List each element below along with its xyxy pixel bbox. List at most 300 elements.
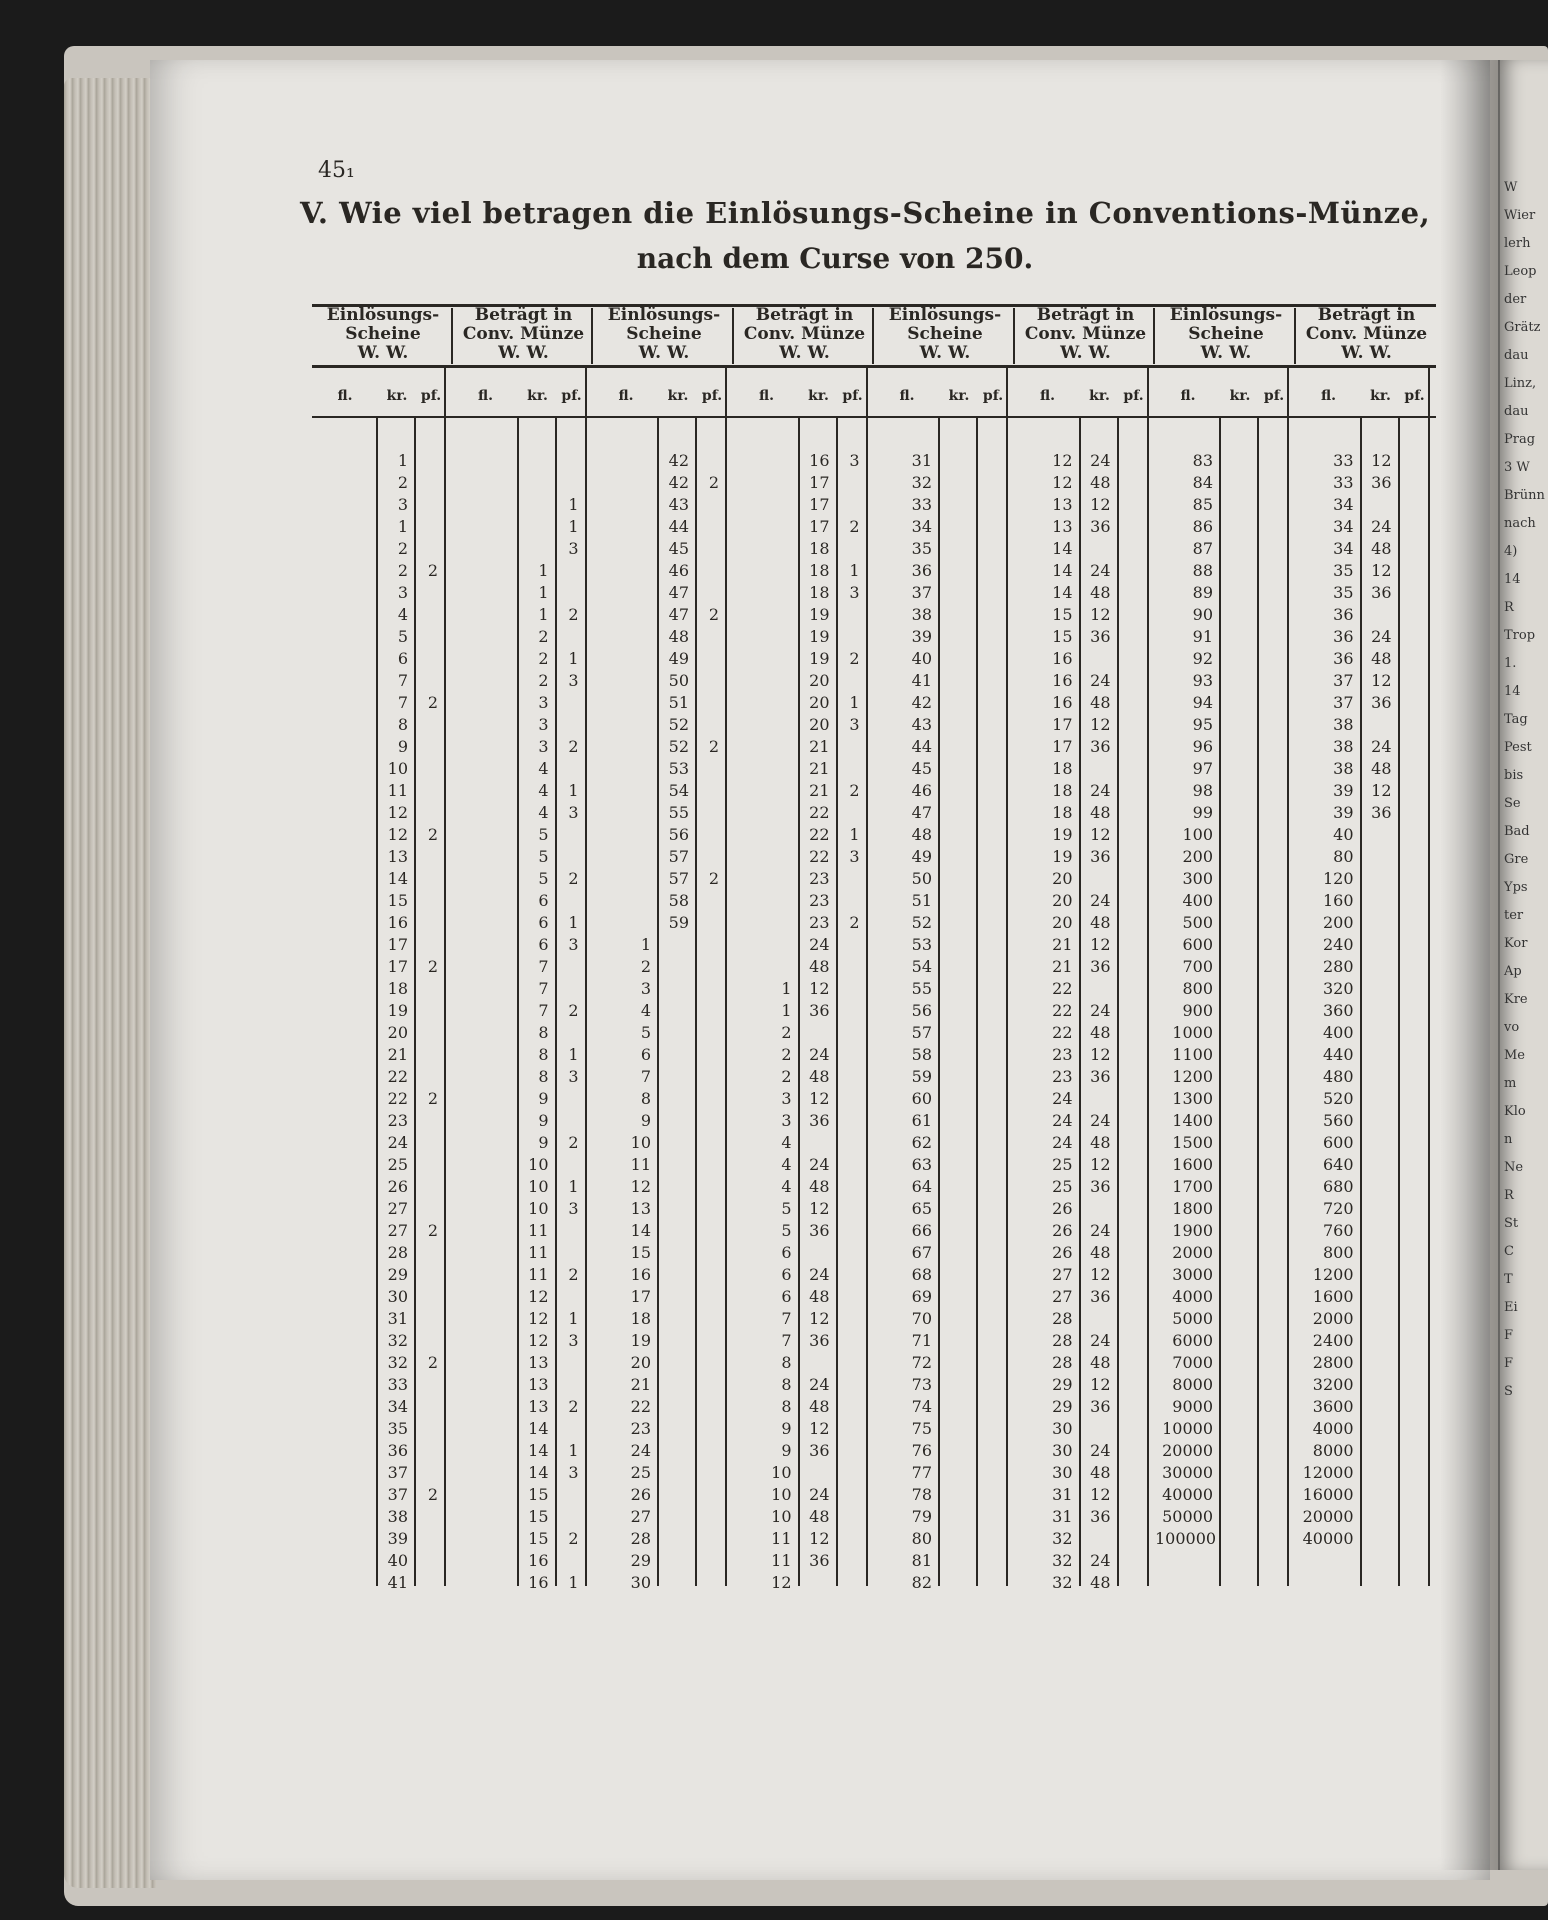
table-cell bbox=[593, 846, 651, 868]
table-cell bbox=[659, 1110, 689, 1132]
table-cell: 15 bbox=[1052, 627, 1073, 646]
table-cell bbox=[416, 1110, 438, 1132]
table-cell bbox=[312, 1132, 370, 1154]
table-cell bbox=[1362, 1374, 1392, 1396]
table-cell bbox=[697, 1242, 719, 1264]
table-cell bbox=[697, 1396, 719, 1418]
table-cell: 11 bbox=[630, 1155, 651, 1174]
table-cell: 40000 bbox=[1302, 1529, 1354, 1548]
table-cell bbox=[312, 582, 370, 604]
table-cell bbox=[838, 604, 860, 626]
table-cell bbox=[697, 978, 719, 1000]
table-cell bbox=[838, 1044, 860, 1066]
header-line: W. W. bbox=[1200, 343, 1252, 363]
table-cell bbox=[312, 934, 370, 956]
table-cell bbox=[734, 604, 792, 626]
table-cell bbox=[1362, 1066, 1392, 1088]
header-line: Conv. Münze bbox=[743, 324, 866, 344]
header-line: Beträgt in bbox=[1036, 305, 1135, 325]
table-cell bbox=[659, 1176, 689, 1198]
table-cell: 24 bbox=[809, 1155, 830, 1174]
unit-label-pf: pf. bbox=[701, 388, 723, 404]
table-cell bbox=[557, 1286, 579, 1308]
table-cell bbox=[312, 472, 370, 494]
table-cell bbox=[697, 450, 719, 472]
table-cell bbox=[697, 1220, 719, 1242]
header-line: Conv. Münze bbox=[1305, 324, 1428, 344]
table-cell bbox=[697, 1418, 719, 1440]
table-cell: 24 bbox=[1052, 1133, 1073, 1152]
table-cell: 1 bbox=[568, 495, 579, 514]
table-cell bbox=[838, 1506, 860, 1528]
table-cell: 3 bbox=[538, 737, 549, 756]
table-cell bbox=[416, 1462, 438, 1484]
table-cell: 560 bbox=[1322, 1111, 1354, 1130]
table-cell bbox=[734, 538, 792, 560]
table-cell: 40 bbox=[911, 649, 932, 668]
column-rule bbox=[1117, 418, 1119, 1586]
table-cell: 2 bbox=[427, 561, 438, 580]
table-cell: 13 bbox=[528, 1375, 549, 1394]
table-cell bbox=[659, 934, 689, 956]
table-cell: 18 bbox=[387, 979, 408, 998]
column-g3_kr bbox=[659, 450, 689, 1594]
table-cell: 42 bbox=[668, 473, 689, 492]
table-cell bbox=[838, 1374, 860, 1396]
table-cell bbox=[593, 538, 651, 560]
table-cell: 93 bbox=[1192, 671, 1213, 690]
table-cell: 21 bbox=[1052, 935, 1073, 954]
gutter-shadow bbox=[1440, 60, 1500, 1870]
table-cell: 20 bbox=[809, 693, 830, 712]
facing-page-text: Bad bbox=[1504, 824, 1530, 839]
table-cell: 29 bbox=[1052, 1375, 1073, 1394]
table-cell bbox=[1362, 934, 1392, 956]
column-group-header bbox=[734, 306, 876, 366]
table-cell: 12 bbox=[1090, 495, 1111, 514]
table-cell bbox=[659, 1484, 689, 1506]
table-cell: 48 bbox=[668, 627, 689, 646]
table-cell bbox=[734, 648, 792, 670]
table-cell bbox=[697, 494, 719, 516]
table-cell: 34 bbox=[1333, 517, 1354, 536]
table-cell: 2 bbox=[427, 957, 438, 976]
table-cell: 79 bbox=[911, 1507, 932, 1526]
table-cell: 240 bbox=[1322, 935, 1354, 954]
table-cell: 27 bbox=[630, 1507, 651, 1526]
table-cell: 1800 bbox=[1172, 1199, 1213, 1218]
table-cell bbox=[312, 802, 370, 824]
table-cell bbox=[659, 1352, 689, 1374]
table-cell bbox=[659, 1000, 689, 1022]
table-cell bbox=[312, 1286, 370, 1308]
table-cell: 22 bbox=[809, 825, 830, 844]
facing-page-text: T bbox=[1504, 1272, 1513, 1287]
table-cell bbox=[1362, 714, 1392, 736]
table-cell: 19 bbox=[809, 605, 830, 624]
table-cell: 37 bbox=[1333, 671, 1354, 690]
table-cell: 3 bbox=[640, 979, 651, 998]
table-cell: 3 bbox=[781, 1111, 792, 1130]
table-cell: 13 bbox=[528, 1397, 549, 1416]
table-cell bbox=[734, 582, 792, 604]
table-cell: 36 bbox=[1090, 957, 1111, 976]
table-cell: 500 bbox=[1182, 913, 1213, 932]
table-cell bbox=[593, 670, 651, 692]
table-cell: 24 bbox=[1090, 1221, 1111, 1240]
header-line: Beträgt in bbox=[755, 305, 854, 325]
table-cell bbox=[1362, 978, 1392, 1000]
column-rule bbox=[1257, 418, 1259, 1586]
table-cell bbox=[1362, 1330, 1392, 1352]
table-cell: 92 bbox=[1192, 649, 1213, 668]
table-cell: 24 bbox=[1052, 1089, 1073, 1108]
table-cell: 24 bbox=[387, 1133, 408, 1152]
table-cell bbox=[1362, 1352, 1392, 1374]
column-group-header bbox=[1015, 306, 1157, 366]
table-cell: 3600 bbox=[1312, 1397, 1354, 1416]
table-cell: 1500 bbox=[1172, 1133, 1213, 1152]
table-cell: 98 bbox=[1192, 781, 1213, 800]
table-cell: 36 bbox=[1090, 627, 1111, 646]
table-cell bbox=[1362, 1506, 1392, 1528]
table-cell bbox=[593, 450, 651, 472]
table-cell: 13 bbox=[1052, 517, 1073, 536]
table-cell: 700 bbox=[1182, 957, 1213, 976]
table-cell bbox=[1362, 604, 1392, 626]
table-cell: 40000 bbox=[1162, 1485, 1213, 1504]
table-cell: 14 bbox=[528, 1463, 549, 1482]
table-cell bbox=[838, 1154, 860, 1176]
table-cell bbox=[697, 890, 719, 912]
table-cell bbox=[697, 1132, 719, 1154]
table-cell: 9 bbox=[538, 1111, 549, 1130]
table-cell bbox=[697, 780, 719, 802]
table-cell bbox=[734, 824, 792, 846]
table-cell: 36 bbox=[809, 1441, 830, 1460]
table-cell: 82 bbox=[911, 1573, 932, 1592]
table-cell: 31 bbox=[911, 451, 932, 470]
table-cell bbox=[312, 1242, 370, 1264]
column-rule bbox=[1147, 366, 1149, 1586]
facing-page-fragment bbox=[1498, 60, 1548, 1870]
table-cell bbox=[659, 1572, 689, 1594]
header-line: W. W. bbox=[638, 343, 690, 363]
table-cell bbox=[557, 1352, 579, 1374]
table-cell: 24 bbox=[1371, 737, 1392, 756]
table-cell: 80 bbox=[1333, 847, 1354, 866]
table-cell: 10 bbox=[630, 1133, 651, 1152]
table-cell: 35 bbox=[1333, 583, 1354, 602]
table-cell bbox=[416, 1198, 438, 1220]
table-cell bbox=[800, 1022, 830, 1044]
table-cell bbox=[416, 1506, 438, 1528]
table-cell bbox=[312, 1022, 370, 1044]
table-cell: 800 bbox=[1322, 1243, 1354, 1262]
group-separator bbox=[872, 308, 874, 364]
table-cell bbox=[838, 1550, 860, 1572]
table-cell bbox=[697, 560, 719, 582]
table-cell: 83 bbox=[1192, 451, 1213, 470]
table-cell bbox=[734, 780, 792, 802]
table-cell: 7 bbox=[781, 1331, 792, 1350]
table-cell: 10 bbox=[771, 1485, 792, 1504]
table-cell bbox=[1081, 758, 1111, 780]
table-cell bbox=[659, 1132, 689, 1154]
table-cell: 5 bbox=[538, 847, 549, 866]
table-cell bbox=[659, 1462, 689, 1484]
table-cell bbox=[697, 1154, 719, 1176]
table-cell: 12 bbox=[1052, 451, 1073, 470]
table-cell bbox=[697, 648, 719, 670]
table-cell bbox=[416, 1132, 438, 1154]
table-cell: 520 bbox=[1322, 1089, 1354, 1108]
table-cell: 55 bbox=[668, 803, 689, 822]
table-cell: 8 bbox=[538, 1045, 549, 1064]
column-g4_fl bbox=[734, 450, 792, 1594]
table-cell: 35 bbox=[911, 539, 932, 558]
table-cell: 22 bbox=[387, 1067, 408, 1086]
table-cell: 91 bbox=[1192, 627, 1213, 646]
table-cell: 4 bbox=[538, 803, 549, 822]
table-cell bbox=[659, 1308, 689, 1330]
table-cell: 73 bbox=[911, 1375, 932, 1394]
table-cell: 6000 bbox=[1172, 1331, 1213, 1350]
table-cell: 47 bbox=[668, 583, 689, 602]
facing-page-text: S bbox=[1504, 1384, 1513, 1399]
table-cell bbox=[416, 1000, 438, 1022]
table-cell: 39 bbox=[1333, 781, 1354, 800]
header-line: Einlösungs- bbox=[888, 305, 1002, 325]
unit-label-pf: pf. bbox=[1263, 388, 1285, 404]
table-cell: 21 bbox=[809, 737, 830, 756]
header-line: Scheine bbox=[907, 324, 983, 344]
column-g3_pf bbox=[697, 450, 719, 1594]
table-cell: 11 bbox=[528, 1265, 549, 1284]
table-cell bbox=[838, 1000, 860, 1022]
table-cell: 19 bbox=[809, 627, 830, 646]
column-g8_kr bbox=[1362, 450, 1392, 1550]
table-cell bbox=[1362, 1418, 1392, 1440]
table-cell bbox=[1081, 1088, 1111, 1110]
table-cell bbox=[312, 736, 370, 758]
table-cell bbox=[416, 934, 438, 956]
table-cell: 2 bbox=[427, 1353, 438, 1372]
table-cell: 4 bbox=[781, 1155, 792, 1174]
table-cell: 97 bbox=[1192, 759, 1213, 778]
header-line: W. W. bbox=[1060, 343, 1111, 363]
table-cell: 12 bbox=[809, 1419, 830, 1438]
table-cell: 41 bbox=[387, 1573, 408, 1592]
table-cell: 23 bbox=[809, 891, 830, 910]
table-cell bbox=[416, 1550, 438, 1572]
table-cell: 13 bbox=[630, 1199, 651, 1218]
table-cell: 10000 bbox=[1162, 1419, 1213, 1438]
table-cell bbox=[838, 758, 860, 780]
table-cell: 23 bbox=[809, 869, 830, 888]
table-cell bbox=[1362, 1286, 1392, 1308]
table-cell: 3 bbox=[849, 715, 860, 734]
table-cell: 17 bbox=[1052, 737, 1073, 756]
table-cell bbox=[593, 780, 651, 802]
table-cell: 36 bbox=[1090, 737, 1111, 756]
table-cell bbox=[838, 538, 860, 560]
table-cell bbox=[416, 1264, 438, 1286]
table-cell: 7 bbox=[781, 1309, 792, 1328]
table-cell bbox=[800, 1572, 830, 1594]
group-separator bbox=[591, 308, 593, 364]
table-cell: 22 bbox=[809, 847, 830, 866]
table-cell: 58 bbox=[911, 1045, 932, 1064]
table-cell: 400 bbox=[1182, 891, 1213, 910]
table-cell bbox=[734, 494, 792, 516]
table-cell: 16 bbox=[387, 913, 408, 932]
column-group-header bbox=[312, 306, 454, 366]
table-cell: 320 bbox=[1322, 979, 1354, 998]
table-cell: 38 bbox=[1333, 715, 1354, 734]
column-rule bbox=[938, 418, 940, 1586]
table-cell: 80 bbox=[911, 1529, 932, 1548]
table-cell: 8 bbox=[781, 1375, 792, 1394]
table-cell: 9 bbox=[538, 1089, 549, 1108]
table-cell: 1000 bbox=[1172, 1023, 1213, 1042]
table-cell bbox=[838, 802, 860, 824]
table-cell bbox=[1081, 1418, 1111, 1440]
table-cell: 3 bbox=[568, 935, 579, 954]
table-cell: 1700 bbox=[1172, 1177, 1213, 1196]
table-cell bbox=[659, 978, 689, 1000]
table-cell bbox=[312, 714, 370, 736]
column-group-header bbox=[874, 306, 1016, 366]
table-cell: 440 bbox=[1322, 1045, 1354, 1064]
table-cell bbox=[416, 736, 438, 758]
table-cell bbox=[697, 1572, 719, 1594]
table-cell: 36 bbox=[1090, 1177, 1111, 1196]
table-cell bbox=[312, 978, 370, 1000]
table-cell bbox=[519, 516, 549, 538]
table-cell bbox=[800, 1132, 830, 1154]
table-cell: 22 bbox=[1052, 1001, 1073, 1020]
facing-page-text: n bbox=[1504, 1132, 1513, 1147]
table-cell bbox=[1362, 1044, 1392, 1066]
table-cell: 7 bbox=[397, 693, 408, 712]
table-cell: 10 bbox=[528, 1177, 549, 1196]
table-cell bbox=[697, 956, 719, 978]
table-cell: 48 bbox=[809, 1287, 830, 1306]
table-cell: 2000 bbox=[1312, 1309, 1354, 1328]
unit-label-fl: fl. bbox=[1180, 388, 1196, 404]
facing-page-text: dau bbox=[1504, 404, 1529, 419]
table-cell bbox=[838, 1462, 860, 1484]
table-cell: 15 bbox=[630, 1243, 651, 1262]
table-cell: 720 bbox=[1322, 1199, 1354, 1218]
table-cell: 5 bbox=[640, 1023, 651, 1042]
table-cell: 15 bbox=[528, 1529, 549, 1548]
table-cell: 6 bbox=[538, 913, 549, 932]
table-cell: 7000 bbox=[1172, 1353, 1213, 1372]
table-cell: 24 bbox=[1371, 517, 1392, 536]
table-cell: 37 bbox=[387, 1485, 408, 1504]
table-cell: 17 bbox=[809, 495, 830, 514]
table-cell: 48 bbox=[809, 1067, 830, 1086]
table-cell: 12 bbox=[1052, 473, 1073, 492]
table-cell bbox=[697, 1462, 719, 1484]
table-cell bbox=[838, 1022, 860, 1044]
table-cell: 1600 bbox=[1312, 1287, 1354, 1306]
table-cell: 28 bbox=[1052, 1331, 1073, 1350]
table-cell: 40 bbox=[387, 1551, 408, 1570]
table-cell: 13 bbox=[528, 1353, 549, 1372]
column-rule bbox=[1219, 418, 1221, 1586]
table-cell: 17 bbox=[1052, 715, 1073, 734]
table-cell: 16 bbox=[1052, 671, 1073, 690]
table-cell bbox=[659, 1286, 689, 1308]
facing-page-text: Tag bbox=[1504, 712, 1528, 727]
table-cell: 37 bbox=[387, 1463, 408, 1482]
table-cell bbox=[800, 1352, 830, 1374]
table-cell bbox=[416, 1066, 438, 1088]
table-cell bbox=[1362, 846, 1392, 868]
table-cell: 1 bbox=[781, 1001, 792, 1020]
table-cell: 4000 bbox=[1172, 1287, 1213, 1306]
facing-page-text: 1. bbox=[1504, 656, 1517, 671]
table-cell bbox=[1081, 648, 1111, 670]
table-cell bbox=[838, 472, 860, 494]
column-g6_kr bbox=[1081, 450, 1111, 1594]
column-g7_fl bbox=[1155, 450, 1217, 1550]
table-cell: 18 bbox=[630, 1309, 651, 1328]
table-cell bbox=[838, 626, 860, 648]
column-rule bbox=[1398, 418, 1400, 1586]
table-cell bbox=[519, 450, 549, 472]
table-cell: 71 bbox=[911, 1331, 932, 1350]
header-line: Scheine bbox=[1188, 324, 1264, 344]
table-cell bbox=[312, 780, 370, 802]
table-cell bbox=[697, 692, 719, 714]
table-cell: 1300 bbox=[1172, 1089, 1213, 1108]
table-cell bbox=[659, 1418, 689, 1440]
table-cell: 4 bbox=[538, 781, 549, 800]
table-cell bbox=[697, 1308, 719, 1330]
table-cell bbox=[557, 714, 579, 736]
table-cell: 26 bbox=[1052, 1243, 1073, 1262]
table-cell: 30 bbox=[1052, 1441, 1073, 1460]
table-cell bbox=[734, 626, 792, 648]
table-subtitle: nach dem Curse von 250. bbox=[636, 242, 1034, 275]
table-cell bbox=[734, 516, 792, 538]
table-cell: 3 bbox=[397, 583, 408, 602]
table-cell: 2 bbox=[568, 1265, 579, 1284]
facing-page-text: der bbox=[1504, 292, 1527, 307]
table-cell: 21 bbox=[1052, 957, 1073, 976]
table-cell: 16 bbox=[1052, 649, 1073, 668]
table-cell: 28 bbox=[1052, 1309, 1073, 1328]
table-cell bbox=[416, 1374, 438, 1396]
table-cell bbox=[416, 1308, 438, 1330]
table-cell bbox=[312, 912, 370, 934]
table-cell: 25 bbox=[387, 1155, 408, 1174]
table-cell: 51 bbox=[911, 891, 932, 910]
table-cell bbox=[697, 1374, 719, 1396]
table-cell: 24 bbox=[1090, 1551, 1111, 1570]
table-cell bbox=[838, 934, 860, 956]
table-cell bbox=[312, 1044, 370, 1066]
facing-page-text: 3 W bbox=[1504, 460, 1530, 475]
table-cell: 2 bbox=[781, 1023, 792, 1042]
unit-label-kr: kr. bbox=[386, 388, 408, 404]
facing-page-text: Leop bbox=[1504, 264, 1537, 279]
unit-label-kr: kr. bbox=[1229, 388, 1251, 404]
